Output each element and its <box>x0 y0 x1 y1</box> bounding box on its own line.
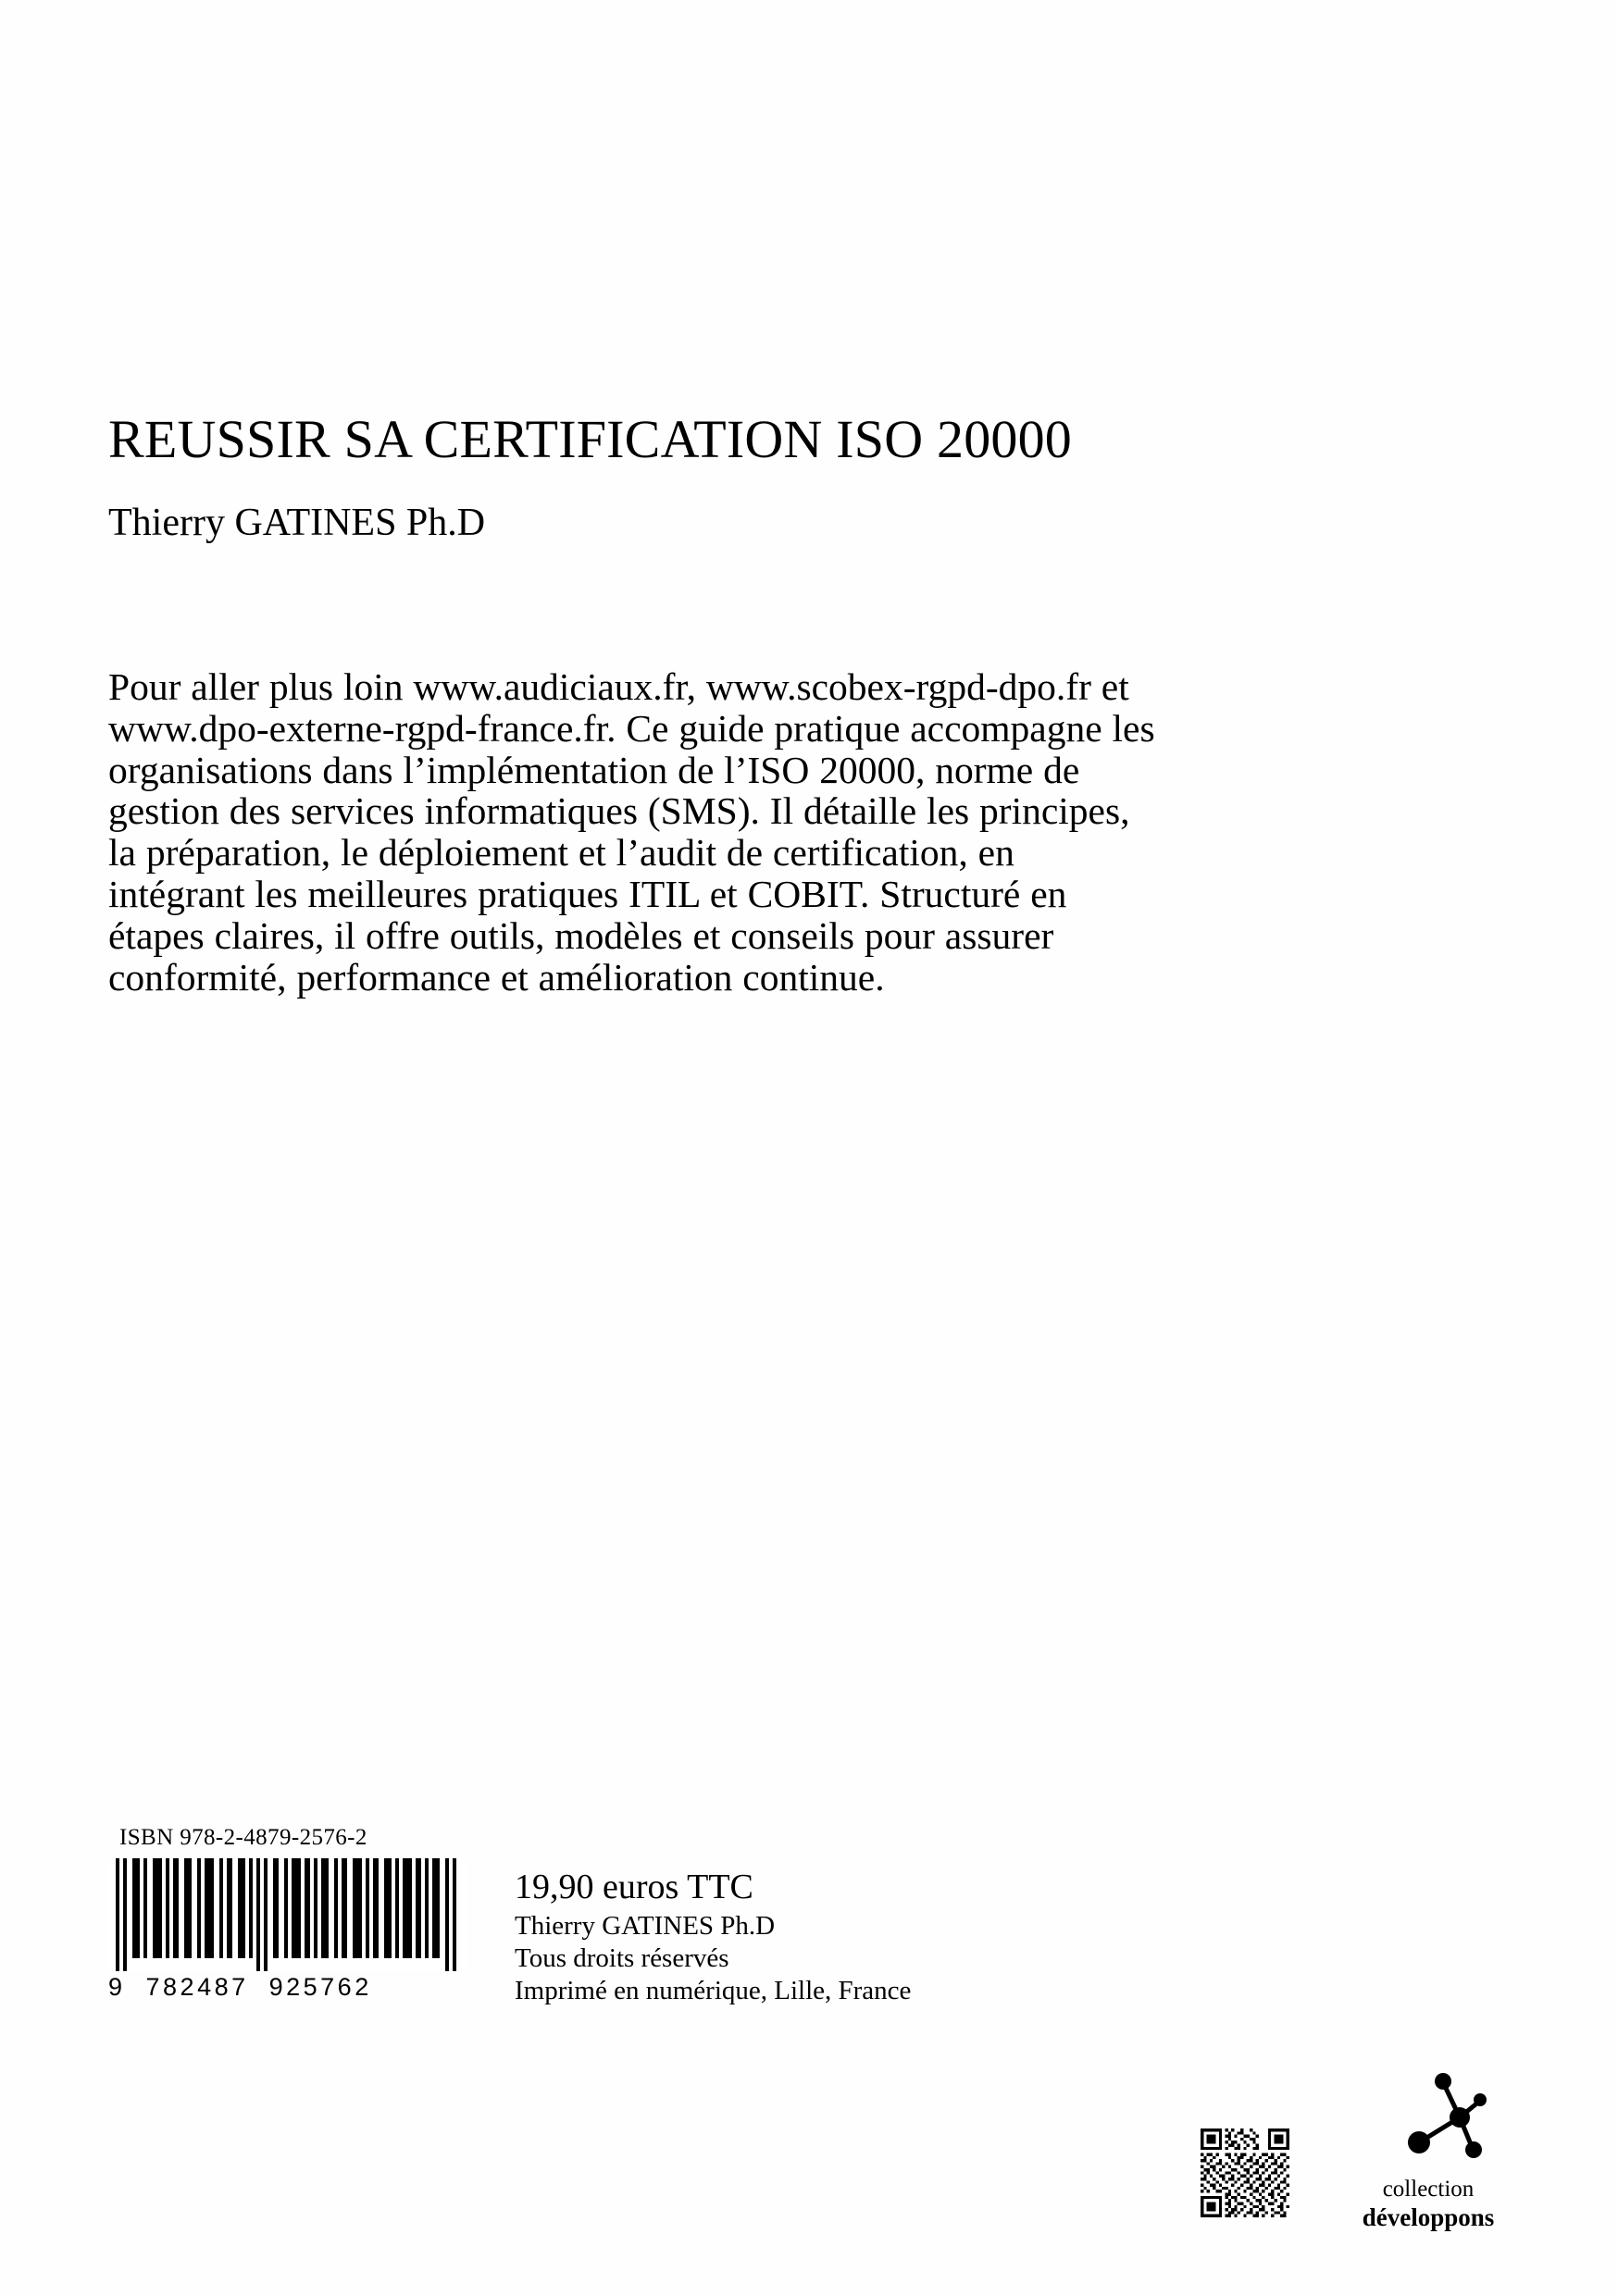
page-title: REUSSIR SA CERTIFICATION ISO 20000 <box>108 408 1073 469</box>
network-nodes-icon <box>1363 2069 1493 2173</box>
collection-name: développons <box>1362 2203 1495 2231</box>
isbn-label: ISBN 978-2-4879-2576-2 <box>119 1825 367 1850</box>
legal-print: Imprimé en numérique, Lille, France <box>515 1976 912 2006</box>
legal-rights: Tous droits réservés <box>515 1943 729 1974</box>
legal-author: Thierry GATINES Ph.D <box>515 1910 776 1941</box>
collection-label <box>1340 2177 1516 2232</box>
author-name: Thierry GATINES Ph.D <box>108 502 486 544</box>
price-label: 19,90 euros TTC <box>515 1868 753 1906</box>
isbn-block <box>108 1825 469 2001</box>
book-description: Pour aller plus loin www.audiciaux.fr, www.scobex-rgpd-dpo.fr et www.dpo-externe-rgpd-france.fr. Ce guide pratique accompagne les organisations dans l’implémentation de l’ISO 20000, norme de gestion des services informatiques (SMS). Il détaille les principes, la préparation, le déploiement et l’audit de certification, en intégrant les meilleures pratiques ITIL et COBIT. Structuré en étapes claires, il offre outils, modèles et conseils pour assurer conformité, performance et amélioration continue. <box>108 665 1155 999</box>
barcode-image <box>108 1858 467 2001</box>
collection-word: collection <box>1382 2177 1475 2202</box>
qr-code-icon <box>1201 2128 1289 2217</box>
barcode-digits: 9 782487 925762 <box>108 1973 372 2001</box>
legal-block <box>515 1868 1163 2008</box>
collection-logo <box>1340 2069 1516 2232</box>
